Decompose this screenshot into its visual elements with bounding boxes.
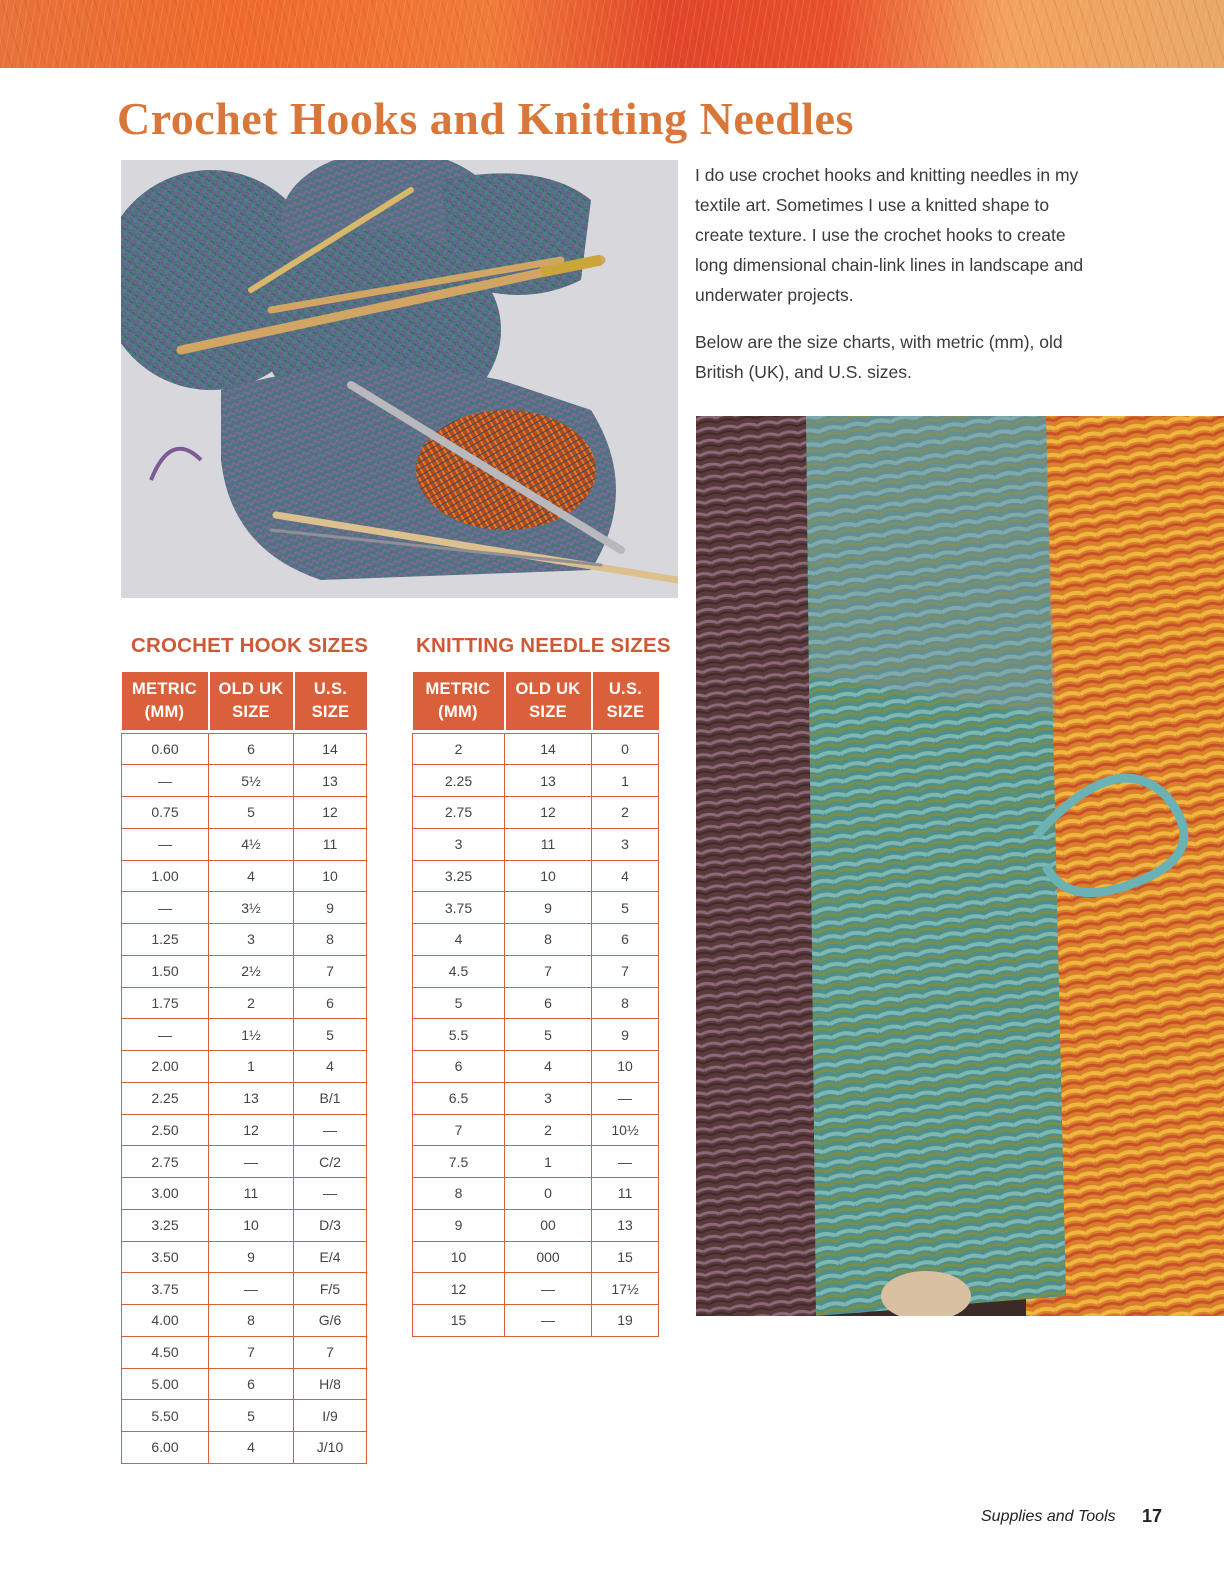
cell-old-uk: 7 [505,955,592,987]
intro-paragraph-1: I do use crochet hooks and knitting needles in my textile art. Sometimes I use a knitted shape to create texture. I use the crochet hooks to create long dimensional chain-link lines in landscape and underwater projects. [695,165,1084,305]
cell-us: F/5 [294,1273,367,1305]
table-row [122,797,367,829]
decorative-fiber-banner [0,0,1224,68]
cell-us: — [592,1146,659,1178]
cell-old-uk: 10 [209,1209,294,1241]
table-row [413,1146,659,1178]
cell-old-uk: 1½ [209,1019,294,1051]
table-row [122,1305,367,1337]
cell-us: 7 [592,955,659,987]
cell-us: 5 [294,1019,367,1051]
cell-old-uk: 2 [209,987,294,1019]
table-row [413,1209,659,1241]
cell-us: 2 [592,797,659,829]
cell-metric: 3.25 [413,860,505,892]
cell-old-uk: 8 [505,924,592,956]
cell-old-uk: — [505,1273,592,1305]
cell-metric: 1.50 [122,955,209,987]
cell-us: I/9 [294,1400,367,1432]
intro-text [695,160,1095,404]
cell-metric: 7.5 [413,1146,505,1178]
table-header-row [122,672,367,730]
cell-metric: 2.75 [122,1146,209,1178]
cell-old-uk: 6 [505,987,592,1019]
cell-us: 10 [294,860,367,892]
intro-paragraph-2: Below are the size charts, with metric (mm), old British (UK), and U.S. sizes. [695,332,1063,382]
cell-us: 13 [592,1209,659,1241]
column-header-old-uk: OLD UK SIZE [209,672,294,730]
cell-old-uk: 5 [505,1019,592,1051]
cell-metric: 6.00 [122,1432,209,1464]
cell-old-uk: 10 [505,860,592,892]
cell-metric: 6 [413,1051,505,1083]
table-row [413,924,659,956]
table-row [413,1178,659,1210]
table-row [413,1114,659,1146]
cell-old-uk: 3 [505,1082,592,1114]
cell-metric: 2.50 [122,1114,209,1146]
table-header-row [413,672,659,730]
cell-us: 3 [592,828,659,860]
table-row [122,1273,367,1305]
cell-metric: — [122,1019,209,1051]
table-row [122,1178,367,1210]
cell-us: 13 [294,765,367,797]
cell-metric: 5 [413,987,505,1019]
cell-old-uk: 1 [209,1051,294,1083]
cell-metric: 3.25 [122,1209,209,1241]
table-row [122,1400,367,1432]
cell-old-uk: 4 [209,1432,294,1464]
table-row [122,1432,367,1464]
cell-metric: 1.00 [122,860,209,892]
table-row [122,1051,367,1083]
cell-us: C/2 [294,1146,367,1178]
cell-old-uk: 00 [505,1209,592,1241]
cell-old-uk: 5½ [209,765,294,797]
table-row [413,860,659,892]
table-row [122,1241,367,1273]
page-title: Crochet Hooks and Knitting Needles [117,93,854,144]
cell-old-uk: 0 [505,1178,592,1210]
cell-metric: 1.75 [122,987,209,1019]
cell-old-uk: 4½ [209,828,294,860]
cell-metric: 2.25 [413,765,505,797]
cell-old-uk: 3 [209,924,294,956]
cell-metric: 7 [413,1114,505,1146]
table-row [413,797,659,829]
cell-old-uk: 11 [505,828,592,860]
column-header-us: U.S. SIZE [294,672,367,730]
cell-metric: 2.00 [122,1051,209,1083]
cell-metric: 0.60 [122,733,209,765]
cell-metric: 3.50 [122,1241,209,1273]
yarn-and-needles-photo [121,160,678,598]
cell-us: J/10 [294,1432,367,1464]
cell-metric: 3.75 [122,1273,209,1305]
cell-us: E/4 [294,1241,367,1273]
cell-us: 6 [294,987,367,1019]
crochet-hook-sizes-table [121,672,367,1464]
cell-us: 8 [294,924,367,956]
cell-us: 1 [592,765,659,797]
cell-us: 8 [592,987,659,1019]
cell-old-uk: 13 [505,765,592,797]
table-row [122,1209,367,1241]
cell-us: — [294,1114,367,1146]
table-row [122,1368,367,1400]
cell-us: D/3 [294,1209,367,1241]
cell-old-uk: 3½ [209,892,294,924]
table-row [413,1019,659,1051]
table-row [122,1146,367,1178]
crochet-table-title: CROCHET HOOK SIZES [131,634,369,657]
cell-old-uk: 12 [505,797,592,829]
cell-us: 14 [294,733,367,765]
table-row [413,1273,659,1305]
table-row [122,892,367,924]
cell-old-uk: 12 [209,1114,294,1146]
cell-us: 10½ [592,1114,659,1146]
cell-metric: 15 [413,1305,505,1337]
table-row [122,1114,367,1146]
table-row [413,1305,659,1337]
cell-us: 11 [294,828,367,860]
cell-old-uk: 2½ [209,955,294,987]
cell-old-uk: 5 [209,797,294,829]
cell-metric: 12 [413,1273,505,1305]
cell-old-uk: 1 [505,1146,592,1178]
cell-us: G/6 [294,1305,367,1337]
cell-us: 17½ [592,1273,659,1305]
table-row [413,1051,659,1083]
cell-metric: 3 [413,828,505,860]
table-row [122,828,367,860]
cell-old-uk: 9 [505,892,592,924]
cell-old-uk: 6 [209,733,294,765]
table-row [413,733,659,765]
cell-metric: 6.5 [413,1082,505,1114]
table-row [413,765,659,797]
cell-us: — [294,1178,367,1210]
cell-us: — [592,1082,659,1114]
cell-old-uk: 13 [209,1082,294,1114]
column-header-old-uk: OLD UK SIZE [505,672,592,730]
cell-us: B/1 [294,1082,367,1114]
cell-us: 19 [592,1305,659,1337]
cell-old-uk: 000 [505,1241,592,1273]
cell-metric: — [122,828,209,860]
cell-old-uk: 8 [209,1305,294,1337]
column-header-metric: METRIC (MM) [413,672,505,730]
cell-us: H/8 [294,1368,367,1400]
cell-old-uk: 9 [209,1241,294,1273]
cell-metric: 1.25 [122,924,209,956]
cell-metric: 10 [413,1241,505,1273]
column-header-metric: METRIC (MM) [122,672,209,730]
cell-old-uk: 7 [209,1336,294,1368]
cell-us: 9 [592,1019,659,1051]
cell-old-uk: 2 [505,1114,592,1146]
cell-metric: — [122,892,209,924]
cell-us: 15 [592,1241,659,1273]
cell-metric: 2.25 [122,1082,209,1114]
cell-metric: 8 [413,1178,505,1210]
table-row [122,733,367,765]
cell-us: 7 [294,1336,367,1368]
table-row [413,955,659,987]
cell-metric: 4.50 [122,1336,209,1368]
table-row [413,987,659,1019]
cell-metric: 4.00 [122,1305,209,1337]
cell-old-uk: 4 [209,860,294,892]
cell-old-uk: 11 [209,1178,294,1210]
cell-us: 4 [294,1051,367,1083]
yarn-closeup-photo [696,416,1224,1316]
knitting-table-title: KNITTING NEEDLE SIZES [416,634,671,657]
cell-us: 11 [592,1178,659,1210]
cell-us: 4 [592,860,659,892]
cell-metric: 2 [413,733,505,765]
page-number: 17 [1142,1506,1163,1526]
column-header-us: U.S. SIZE [592,672,659,730]
cell-old-uk: — [209,1273,294,1305]
table-row [122,987,367,1019]
cell-metric: 9 [413,1209,505,1241]
cell-old-uk: — [505,1305,592,1337]
knitting-needle-sizes-table [412,672,659,1337]
cell-us: 7 [294,955,367,987]
table-row [413,1082,659,1114]
cell-metric: — [122,765,209,797]
cell-us: 5 [592,892,659,924]
table-row [413,892,659,924]
table-row [122,1336,367,1368]
cell-metric: 0.75 [122,797,209,829]
cell-old-uk: — [209,1146,294,1178]
cell-metric: 5.5 [413,1019,505,1051]
cell-metric: 3.75 [413,892,505,924]
cell-metric: 4 [413,924,505,956]
table-row [122,860,367,892]
cell-metric: 2.75 [413,797,505,829]
cell-us: 6 [592,924,659,956]
cell-old-uk: 5 [209,1400,294,1432]
table-row [122,955,367,987]
table-row [413,1241,659,1273]
table-row [122,765,367,797]
cell-old-uk: 6 [209,1368,294,1400]
cell-us: 0 [592,733,659,765]
cell-metric: 4.5 [413,955,505,987]
table-row [122,1082,367,1114]
cell-us: 9 [294,892,367,924]
footer-section-label: Supplies and Tools [981,1508,1116,1525]
table-row [413,828,659,860]
table-row [122,1019,367,1051]
cell-old-uk: 14 [505,733,592,765]
cell-us: 10 [592,1051,659,1083]
cell-old-uk: 4 [505,1051,592,1083]
cell-us: 12 [294,797,367,829]
table-row [122,924,367,956]
cell-metric: 3.00 [122,1178,209,1210]
cell-metric: 5.00 [122,1368,209,1400]
cell-metric: 5.50 [122,1400,209,1432]
